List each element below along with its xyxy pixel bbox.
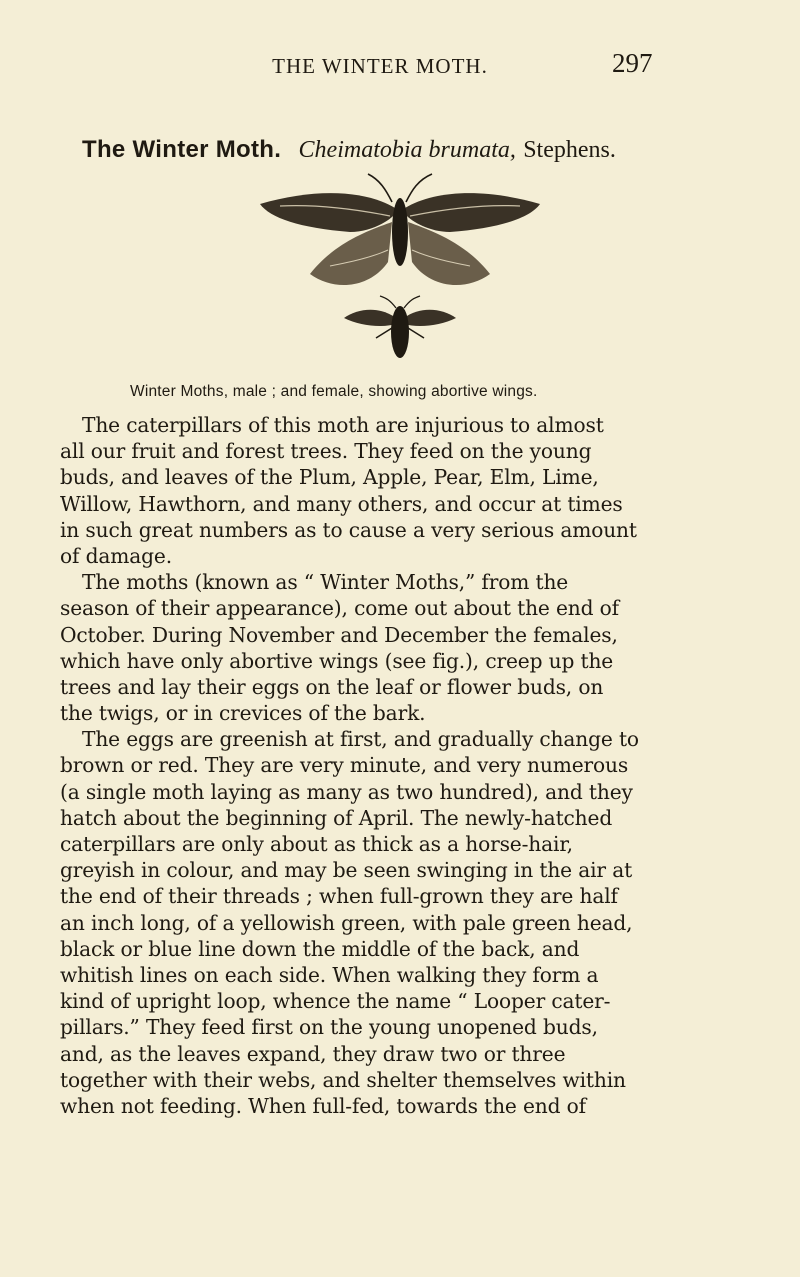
text-line: October. During November and December the females, — [60, 622, 618, 647]
page-number: 297 — [612, 48, 653, 78]
figure-caption: Winter Moths, male ; and female, showing abortive wings. — [130, 383, 538, 400]
text-line: the end of their threads ; when full-grown they are half — [60, 884, 618, 909]
text-line: hatch about the beginning of April. The newly-hatched — [60, 805, 613, 830]
text-line: season of their appearance), come out about the end of — [60, 596, 620, 621]
female-moth-icon — [344, 296, 456, 358]
male-moth-icon — [260, 174, 540, 285]
text-line: pillars.” They feed first on the young unopened buds, — [60, 1015, 598, 1040]
scientific-name: Cheimatobia brumata, — [298, 137, 516, 163]
text-line: kind of upright loop, whence the name “ Looper cater- — [60, 989, 611, 1014]
text-line: The moths (known as “ Winter Moths,” from the — [82, 570, 569, 595]
running-title: THE WINTER MOTH. — [272, 54, 488, 78]
text-line: The caterpillars of this moth are injurious to almost — [82, 413, 604, 437]
text-line: of damage. — [60, 543, 172, 568]
text-line: Willow, Hawthorn, and many others, and occur at times — [60, 491, 623, 516]
text-line: an inch long, of a yellowish green, with pale green head, — [60, 910, 633, 935]
text-line: greyish in colour, and may be seen swinging in the air at — [60, 858, 633, 883]
text-line: in such great numbers as to cause a very serious amount — [60, 517, 637, 542]
text-line: The eggs are greenish at first, and gradually change to — [82, 727, 639, 752]
text-line: the twigs, or in crevices of the bark. — [60, 701, 426, 726]
text-line: all our fruit and forest trees. They feed on the young — [60, 439, 592, 464]
text-line: trees and lay their eggs on the leaf or flower buds, on — [60, 674, 604, 699]
text-line: (a single moth laying as many as two hundred), and they — [60, 779, 633, 804]
common-name: The Winter Moth. — [82, 136, 282, 163]
text-line: which have only abortive wings (see fig.), creep up the — [60, 648, 614, 673]
text-line: black or blue line down the middle of the back, and — [60, 936, 580, 961]
text-line: whitish lines on each side. When walking they form a — [60, 962, 599, 987]
text-line: and, as the leaves expand, they draw two or three — [60, 1041, 566, 1066]
text-line: brown or red. They are very minute, and very numerous — [60, 753, 629, 778]
text-line: buds, and leaves of the Plum, Apple, Pear, Elm, Lime, — [60, 465, 599, 490]
author-name: Stephens. — [523, 137, 616, 163]
body-text — [60, 412, 760, 1119]
article-title — [82, 136, 616, 164]
text-line: when not feeding. When full-fed, towards the end of — [60, 1093, 587, 1118]
moth-illustration — [240, 170, 560, 370]
text-line: caterpillars are only about as thick as a horse-hair, — [60, 832, 573, 856]
text-line: together with their webs, and shelter themselves within — [60, 1067, 626, 1092]
